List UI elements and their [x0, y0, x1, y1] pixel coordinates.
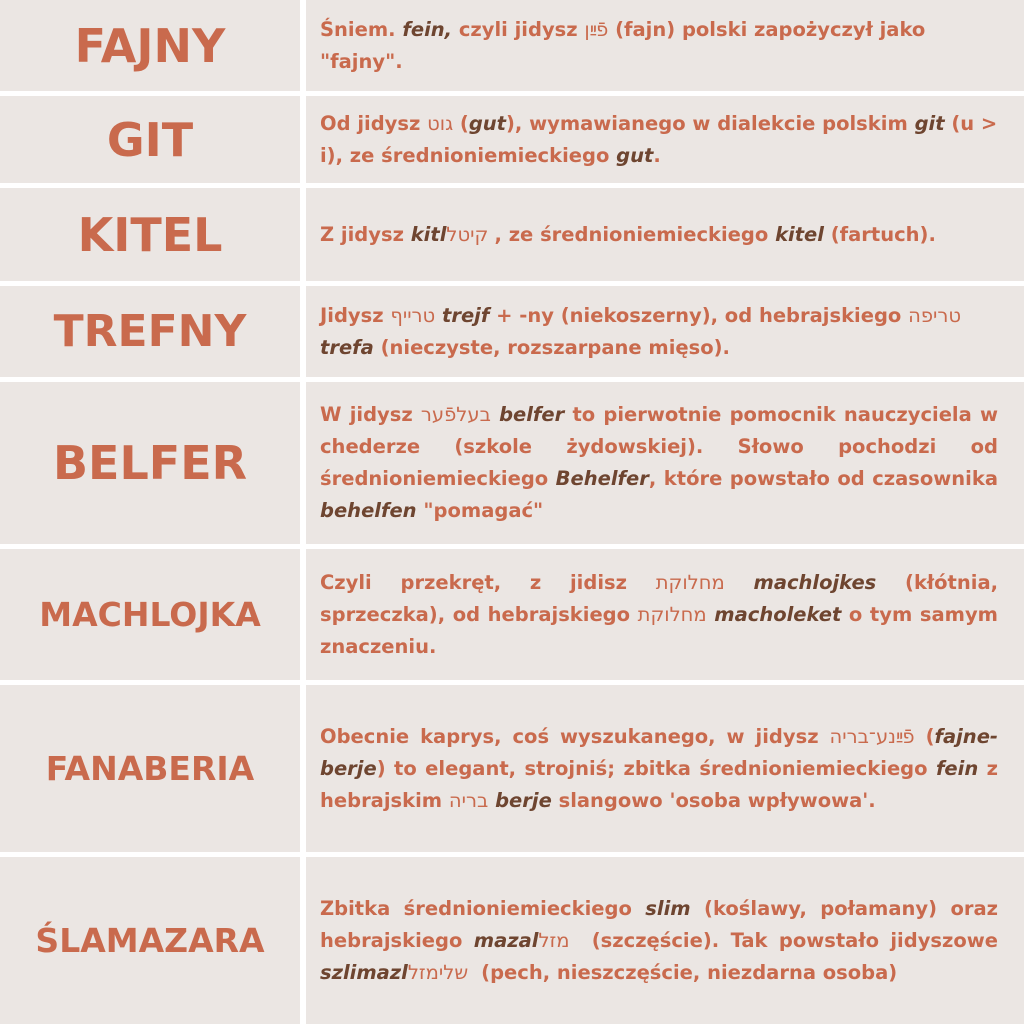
definition-machlojka: Czyli przekręt, z jidisz מחלוקת machlojkes (kłótnia, sprzeczka), od hebrajskiego מחלוקת macholeket o tym samym znaczeniu. — [306, 549, 1024, 680]
table-row — [0, 0, 1024, 91]
table-row — [0, 188, 1024, 281]
table-row — [0, 286, 1024, 377]
word-fanaberia: FANABERIA — [0, 685, 300, 852]
word-machlojka: MACHLOJKA — [0, 549, 300, 680]
table-row — [0, 382, 1024, 544]
word-belfer: BELFER — [0, 382, 300, 544]
table-row — [0, 549, 1024, 680]
word-kitel: KITEL — [0, 188, 300, 281]
definition-kitel: Z jidysz kitl קיטל, ze średnioniemieckiego kitel (fartuch). — [306, 188, 1024, 281]
definition-slamazara: Zbitka średnioniemieckiego slim (koślawy, połamany) oraz hebrajskiego mazal מזל (szczęście). Tak powstało jidyszowe szlimazl שלימזל (pech, nieszczęście, niezdarna osoba) — [306, 857, 1024, 1024]
table-row — [0, 685, 1024, 852]
definition-trefny: Jidysz טרייף trejf + -ny (niekoszerny), od hebrajskiego טריפה trefa (nieczyste, rozszarpane mięso). — [306, 286, 1024, 377]
definition-belfer: W jidysz בעלפֿער belfer to pierwotnie pomocnik nauczyciela w chederze (szkole żydowskiej). Słowo pochodzi od średnioniemieckiego Behelfer, które powstało od czasownika behelfen "pomagać" — [306, 382, 1024, 544]
definition-git: Od jidysz גוט (gut), wymawianego w dialekcie polskim git (u > i), ze średnioniemieckiego gut. — [306, 96, 1024, 183]
word-fajny: FAJNY — [0, 0, 300, 91]
table-row — [0, 857, 1024, 1024]
definition-fajny: Śniem. fein, czyli jidysz פֿײַן (fajn) polski zapożyczył jako "fajny". — [306, 0, 1024, 91]
word-git: GIT — [0, 96, 300, 183]
definition-fanaberia: Obecnie kaprys, coś wyszukanego, w jidysz פֿײַנע־בריה (fajne-berje) to elegant, strojniś; zbitka średnioniemieckiego fein z hebrajskim בריה berje slangowo 'osoba wpływowa'. — [306, 685, 1024, 852]
table-row — [0, 96, 1024, 183]
word-trefny: TREFNY — [0, 286, 300, 377]
word-slamazara: ŚLAMAZARA — [0, 857, 300, 1024]
